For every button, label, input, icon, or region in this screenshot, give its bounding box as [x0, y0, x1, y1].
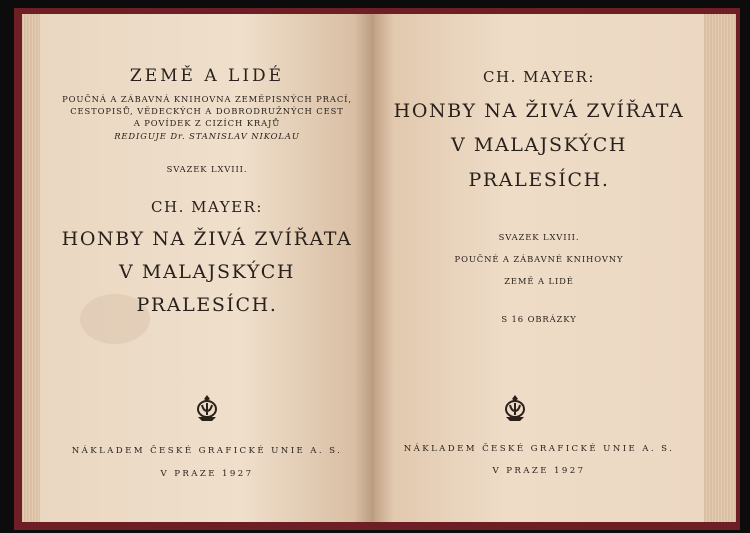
volume-label: SVAZEK LXVIII.	[166, 164, 248, 174]
series-title: ZEMĚ A LIDÉ	[129, 66, 285, 86]
book-title-line-3: PRALESÍCH.	[136, 294, 278, 316]
series-subtitle-1: POUČNÁ A ZÁBAVNÁ KNIHOVNA ZEMĚPISNÝCH PRACÍ,	[62, 94, 352, 104]
illustrations-note: S 16 OBRÁZKY	[501, 314, 577, 324]
imprint-line: NÁKLADEM ČESKÉ GRAFICKÉ UNIE A. S.	[71, 446, 343, 456]
book-title-line-1: HONBY NA ŽIVÁ ZVÍŘATA	[61, 228, 353, 250]
book-title-line-1: HONBY NA ŽIVÁ ZVÍŘATA	[393, 100, 685, 122]
page-edges-left	[22, 14, 42, 522]
series-subtitle-2: CESTOPISŮ, VĚDECKÝCH A DOBRODRUŽNÝCH CEST	[70, 106, 344, 116]
author-name: CH. MAYER:	[483, 68, 595, 86]
place-year: V PRAZE 1927	[160, 469, 254, 479]
series-line: POUČNÉ A ZÁBAVNÉ KNIHOVNY	[454, 254, 624, 264]
editor-line: REDIGUJE Dr. STANISLAV NIKOLAU	[114, 131, 300, 141]
imprint-line: NÁKLADEM ČESKÉ GRAFICKÉ UNIE A. S.	[403, 444, 675, 454]
page-edges-right	[702, 14, 736, 522]
publisher-emblem-icon	[502, 393, 528, 423]
right-page	[374, 14, 704, 522]
place-year: V PRAZE 1927	[492, 466, 586, 476]
volume-label: SVAZEK LXVIII.	[498, 232, 580, 242]
book-title-line-3: PRALESÍCH.	[468, 169, 610, 191]
left-page	[40, 14, 374, 522]
publisher-emblem-icon	[194, 393, 220, 423]
author-name: CH. MAYER:	[151, 198, 263, 216]
book-title-line-2: V MALAJSKÝCH	[118, 261, 296, 283]
series-subtitle-3: A POVÍDEK Z CIZÍCH KRAJŮ	[133, 118, 281, 128]
series-name: ZEMĚ A LIDÉ	[504, 276, 574, 286]
book-title-line-2: V MALAJSKÝCH	[450, 134, 628, 156]
